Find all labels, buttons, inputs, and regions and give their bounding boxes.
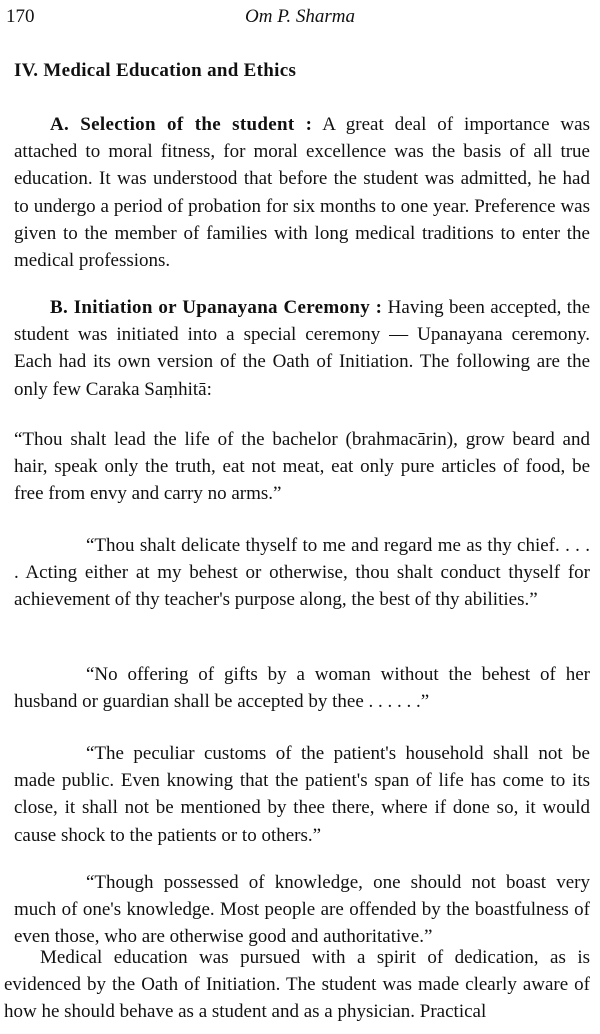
section-heading: IV. Medical Education and Ethics <box>14 60 297 81</box>
paragraph-selection-of-student <box>14 111 590 274</box>
running-header <box>0 4 600 34</box>
oath-quote: “No offering of gifts by a woman without the behest of her husband or guardian shall be accepted by thee . . . . . .” <box>14 664 590 713</box>
oath-quote: “Thou shalt delicate thyself to me and regard me as thy chief. . . . . Acting either at my behest or otherwise, thou shalt conduct thyself for achievement of thy teacher's purpose along, the best of thy abilities.” <box>14 535 590 611</box>
paragraph-initiation-ceremony <box>14 294 590 403</box>
page-number: 170 <box>6 6 35 27</box>
running-header-author: Om P. Sharma <box>245 6 355 27</box>
oath-quote: “Though possessed of knowledge, one should not boast very much of one's knowledge. Most people are offended by the boastfulness of even those, who are otherwise good and authoritative.” <box>14 872 590 948</box>
paragraph-medical-education: Medical education was pursued with a spirit of dedication, as is evidenced by the Oath of Initiation. The student was made clearly aware of how he should behave as a student and as a physician. Practical <box>4 947 590 1023</box>
paragraph-text: Having been accepted, the student was initiated into a special ceremony — Upanayana ceremony. Each had its own version of the Oath of Initiation. The following are the only few Caraka Saṃhitā: <box>14 297 590 400</box>
subsection-heading-a: A. Selection of the student : <box>50 114 313 135</box>
oath-quote: “Thou shalt lead the life of the bachelor (brahmacārin), grow beard and hair, speak only the truth, eat not meat, eat only pure articles of food, be free from envy and carry no arms.” <box>14 429 590 505</box>
oath-quote: “The peculiar customs of the patient's household shall not be made public. Even knowing that the patient's span of life has come to its close, it shall not be mentioned by thee there, where if done so, it would cause shock to the patients or to others.” <box>14 743 590 846</box>
paragraph-text: A great deal of importance was attached to moral fitness, for moral excellence was the basis of all true education. It was understood that before the student was admitted, he had to undergo a period of probation for six months to one year. Preference was given to the member of families with long medical traditions to enter the medical professions. <box>14 114 590 272</box>
subsection-heading-b: B. Initiation or Upanayana Ceremony : <box>50 297 383 318</box>
